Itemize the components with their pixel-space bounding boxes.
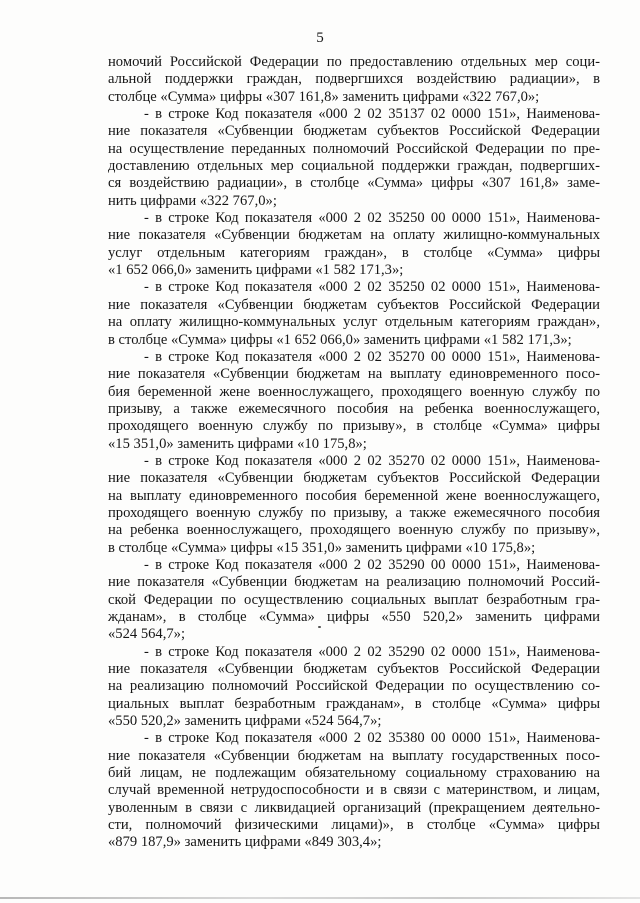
text-line: ской Федерации по осуществлению социальных выплат безработным гра- — [108, 591, 600, 608]
text-line: «15 351,0» заменить цифрами «10 175,8»; — [108, 435, 367, 452]
text-line: номочий Российской Федерации по предоставлению отдельных мер соци- — [108, 54, 600, 70]
text-line: на реализацию полномочий Российской Федерации по осуществлению со- — [108, 678, 600, 695]
text-line: - в строке Код показателя «000 2 02 35250 00 0000 151», Наименова- — [144, 210, 600, 227]
text-line: на выплату единовременного пособия беременной жене военнослужащего, — [108, 487, 600, 504]
text-line: ние показателя «Субвенции бюджетам на выплату единовременного посо- — [108, 366, 600, 383]
text-line: сти, полномочий физическими лицами)», в столбце «Сумма» цифры — [108, 817, 600, 834]
text-line: циальных выплат безработным гражданам», в столбце «Сумма» цифры — [108, 695, 600, 712]
text-line: ние показателя «Субвенции бюджетам субъектов Российской Федерации — [108, 296, 600, 313]
text-line: услуг отдельным категориям граждан», в столбце «Сумма» цифры — [108, 244, 600, 261]
text-line: - в строке Код показателя «000 2 02 35250 02 0000 151», Наименова- — [144, 279, 600, 296]
text-line: «1 652 066,0» заменить цифрами «1 582 171,3»; — [108, 262, 404, 279]
text-line: доставлению отдельных мер социальной поддержки граждан, подвергших- — [108, 158, 600, 175]
document-body — [108, 54, 600, 852]
text-line: на оплату жилищно-коммунальных услуг отдельным категориям граждан», — [108, 314, 600, 331]
text-line: - в строке Код показателя «000 2 02 35380 00 0000 151», Наименова- — [144, 730, 600, 747]
text-line: проходящего военную службу по призыву, а также ежемесячного пособия — [108, 504, 600, 521]
scan-speck — [318, 626, 321, 628]
text-line: - в строке Код показателя «000 2 02 35270 00 0000 151», Наименова- — [144, 348, 600, 365]
text-line: ние показателя «Субвенции бюджетам на реализацию полномочий Россий- — [108, 574, 600, 591]
text-line: ние показателя «Субвенции бюджетам субъектов Российской Федерации — [108, 470, 600, 487]
text-line: столбце «Сумма» цифры «307 161,8» заменить цифрами «322 767,0»; — [108, 88, 540, 105]
text-line: ся воздействию радиации», в столбце «Сумма» цифры «307 161,8» заме- — [108, 175, 600, 192]
text-line: - в строке Код показателя «000 2 02 35290 00 0000 151», Наименова- — [144, 556, 600, 573]
text-line: бий лицам, не подлежащим обязательному социальному страхованию на — [108, 765, 600, 782]
text-line: - в строке Код показателя «000 2 02 35290 02 0000 151», Наименова- — [144, 643, 600, 660]
text-line: в столбце «Сумма» цифры «15 351,0» заменить цифрами «10 175,8»; — [108, 539, 536, 556]
text-line: альной поддержки граждан, подвергшихся воздействию радиации», в — [108, 71, 600, 88]
text-line: в столбце «Сумма» цифры «1 652 066,0» заменить цифрами «1 582 171,3»; — [108, 331, 572, 348]
page-number: 5 — [316, 30, 324, 46]
text-line: проходящего военную службу по призыву», в столбце «Сумма» цифры — [108, 418, 600, 435]
text-line: «879 187,9» заменить цифрами «849 303,4»; — [108, 834, 382, 851]
text-line: бия беременной жене военнослужащего, проходящего военную службу по — [108, 383, 600, 400]
text-line: жданам», в столбце «Сумма» цифры «550 520,2» заменить цифрами — [108, 609, 600, 625]
text-line: на осуществление переданных полномочий Российской Федерации по пре- — [108, 140, 600, 157]
text-line: «524 564,7»; — [108, 626, 186, 643]
text-line: - в строке Код показателя «000 2 02 35270 02 0000 151», Наименова- — [144, 452, 600, 469]
text-line: призыву, а также ежемесячного пособия на ребенка военнослужащего, — [108, 400, 600, 417]
text-line: ние показателя «Субвенции бюджетам субъектов Российской Федерации — [108, 661, 600, 678]
text-line: ние показателя «Субвенции бюджетам на оплату жилищно-коммунальных — [108, 227, 600, 244]
text-line: на ребенка военнослужащего, проходящего военную службу по призыву», — [108, 522, 600, 539]
text-line: - в строке Код показателя «000 2 02 35137 02 0000 151», Наименова- — [144, 106, 600, 123]
text-line: ние показателя «Субвенции бюджетам на выплату государственных посо- — [108, 747, 600, 764]
text-line: случай временной нетрудоспособности и в связи с материнством, и лицам, — [108, 782, 600, 799]
text-line: уволенным в связи с ликвидацией организаций (прекращением деятельно- — [108, 799, 600, 816]
text-line: нить цифрами «322 767,0»; — [108, 192, 277, 209]
text-line: ние показателя «Субвенции бюджетам субъектов Российской Федерации — [108, 123, 600, 140]
scan-bottom-edge — [0, 897, 640, 899]
text-line: «550 520,2» заменить цифрами «524 564,7»; — [108, 713, 382, 730]
